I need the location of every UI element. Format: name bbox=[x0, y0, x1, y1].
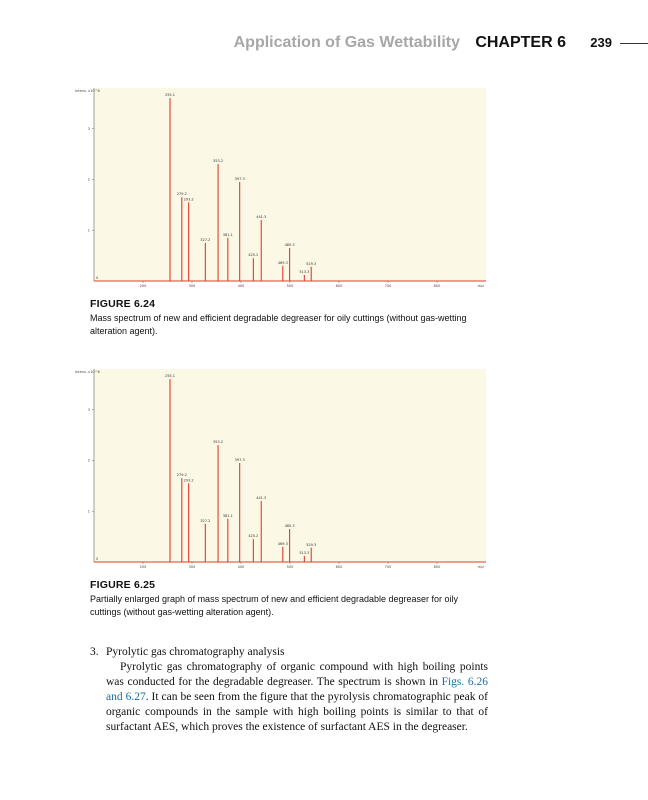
running-header bbox=[0, 34, 648, 54]
x-tick-label: 400 bbox=[237, 565, 245, 569]
figure-caption-text: Mass spectrum of new and efficient degradable degreaser for oily cuttings (without gas-wetting alteration agent). bbox=[90, 313, 467, 336]
x-tick-label: 700 bbox=[384, 284, 392, 288]
peak-label: 529.3 bbox=[306, 542, 317, 547]
running-header-section-title: Application of Gas Wettability bbox=[233, 34, 460, 51]
list-item-number: 3. bbox=[90, 646, 99, 658]
x-tick-label: 700 bbox=[384, 565, 392, 569]
y-tick-label: 0 bbox=[96, 276, 99, 280]
peak-label: 279.2 bbox=[176, 192, 187, 197]
x-tick-label: 300 bbox=[188, 284, 196, 288]
peak-label: 485.3 bbox=[284, 242, 295, 247]
x-axis-label: m/z bbox=[477, 565, 484, 569]
x-tick-label: 200 bbox=[139, 565, 147, 569]
x-axis-label: m/z bbox=[477, 284, 484, 288]
peak-label: 353.2 bbox=[213, 159, 224, 164]
x-tick-label: 200 bbox=[139, 284, 147, 288]
mass-spectrum-chart-2 bbox=[72, 365, 492, 575]
peak-label: 255.1 bbox=[164, 93, 176, 98]
page-number: 239 bbox=[590, 35, 612, 50]
peak-label: 327.2 bbox=[200, 518, 211, 523]
body-text bbox=[90, 645, 488, 735]
y-tick-label: 1 bbox=[87, 509, 90, 514]
peak-label: 327.2 bbox=[200, 237, 211, 242]
y-tick-label: 3 bbox=[87, 407, 90, 412]
peak-label: 425.2 bbox=[248, 253, 259, 258]
figure-6-24-caption bbox=[90, 298, 490, 338]
peak-label: 279.2 bbox=[176, 473, 187, 478]
peak-label: 513.3 bbox=[299, 550, 310, 555]
x-tick-label: 500 bbox=[286, 284, 294, 288]
running-header-chapter: CHAPTER 6 bbox=[475, 34, 566, 51]
peak-label: 381.1 bbox=[222, 513, 233, 518]
header-rule bbox=[620, 43, 648, 44]
figure-6-25-chart bbox=[72, 365, 492, 575]
peak-label: 441.3 bbox=[256, 215, 267, 220]
paragraph-text-end: . It can be seen from the figure that the pyrolysis chromatographic peak of organic compounds in the sample with high boiling points is similar to that of surfactant AES, which proves the existence of surfactant AES in the degreaser. bbox=[106, 691, 488, 733]
peak-label: 353.2 bbox=[213, 440, 224, 445]
peak-label: 397.3 bbox=[234, 176, 245, 181]
peak-label: 255.1 bbox=[164, 374, 176, 379]
figure-label: FIGURE 6.25 bbox=[90, 579, 156, 591]
body-paragraph bbox=[106, 660, 488, 735]
peak-label: 397.3 bbox=[234, 457, 245, 462]
x-tick-label: 800 bbox=[433, 565, 441, 569]
x-tick-label: 500 bbox=[286, 565, 294, 569]
peak-label: 513.3 bbox=[299, 269, 310, 274]
paragraph-text-start: Pyrolytic gas chromatography of organic compound with high boiling points was conducted for the degradable degreaser. The spectrum is shown in bbox=[106, 661, 488, 688]
y-tick-label: 2 bbox=[87, 458, 90, 463]
x-tick-label: 600 bbox=[335, 284, 343, 288]
x-tick-label: 800 bbox=[433, 284, 441, 288]
y-axis-label: Intens. x10^6 bbox=[75, 370, 100, 374]
figure-reference-link[interactable]: Figs. 6.26 and 6.27 bbox=[106, 676, 488, 703]
figure-6-25-caption bbox=[90, 579, 490, 619]
peak-label: 485.3 bbox=[284, 523, 295, 528]
peak-label: 469.3 bbox=[277, 260, 288, 265]
figure-label: FIGURE 6.24 bbox=[90, 298, 156, 310]
x-tick-label: 300 bbox=[188, 565, 196, 569]
list-item-title: Pyrolytic gas chromatography analysis bbox=[106, 646, 285, 658]
y-tick-label: 0 bbox=[96, 557, 99, 561]
peak-label: 441.3 bbox=[256, 496, 267, 501]
peak-label: 425.2 bbox=[248, 534, 259, 539]
peak-label: 381.1 bbox=[222, 232, 233, 237]
y-tick-label: 1 bbox=[87, 228, 90, 233]
figure-caption-text: Partially enlarged graph of mass spectrum of new and efficient degradable degreaser for oily cuttings (without gas-wetting alteration agent). bbox=[90, 594, 459, 617]
peak-label: 293.2 bbox=[183, 478, 194, 483]
peak-label: 469.3 bbox=[277, 541, 288, 546]
x-tick-label: 400 bbox=[237, 284, 245, 288]
list-item-heading bbox=[90, 645, 488, 660]
y-axis-label: Intens. x10^6 bbox=[75, 89, 100, 93]
mass-spectrum-chart-1 bbox=[72, 84, 492, 294]
figure-6-24-chart bbox=[72, 84, 492, 294]
peak-label: 529.3 bbox=[306, 261, 317, 266]
y-tick-label: 3 bbox=[87, 126, 90, 131]
x-tick-label: 600 bbox=[335, 565, 343, 569]
peak-label: 293.2 bbox=[183, 197, 194, 202]
y-tick-label: 2 bbox=[87, 177, 90, 182]
